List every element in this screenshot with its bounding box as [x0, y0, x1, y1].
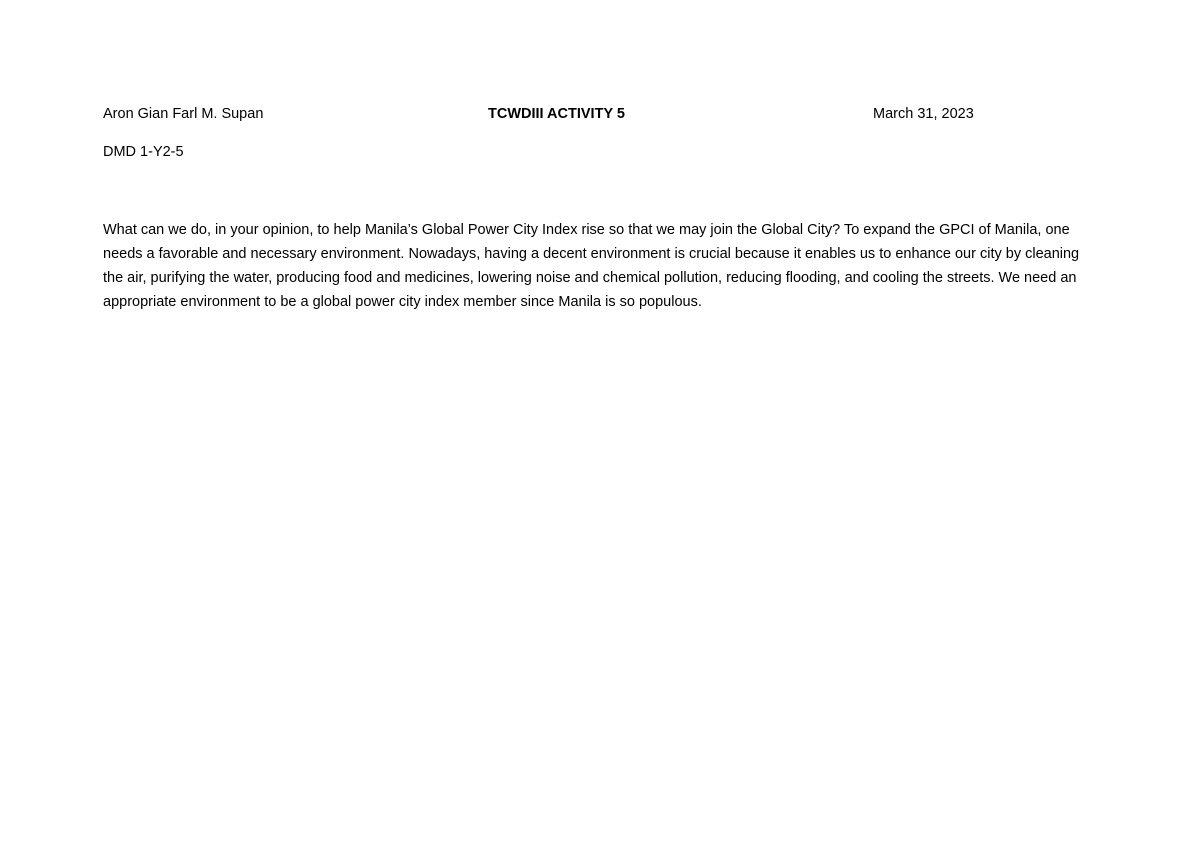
document-date: March 31, 2023	[873, 106, 974, 122]
author-name: Aron Gian Farl M. Supan	[103, 106, 264, 122]
document-title: TCWDIII ACTIVITY 5	[488, 106, 625, 122]
section-code: DMD 1-Y2-5	[103, 144, 184, 160]
document-header	[103, 104, 1103, 124]
body-paragraph: What can we do, in your opinion, to help Manila’s Global Power City Index rise so that we may join the Global City? To expand the GPCI of Manila, one needs a favorable and necessary environment. Nowadays, having a decent environment is crucial because it enables us to enhance our city by cleaning the air, purifying the water, producing food and medicines, lowering noise and chemical pollution, reducing flooding, and cooling the streets. We need an appropriate environment to be a global power city index member since Manila is so populous.	[103, 222, 1080, 310]
